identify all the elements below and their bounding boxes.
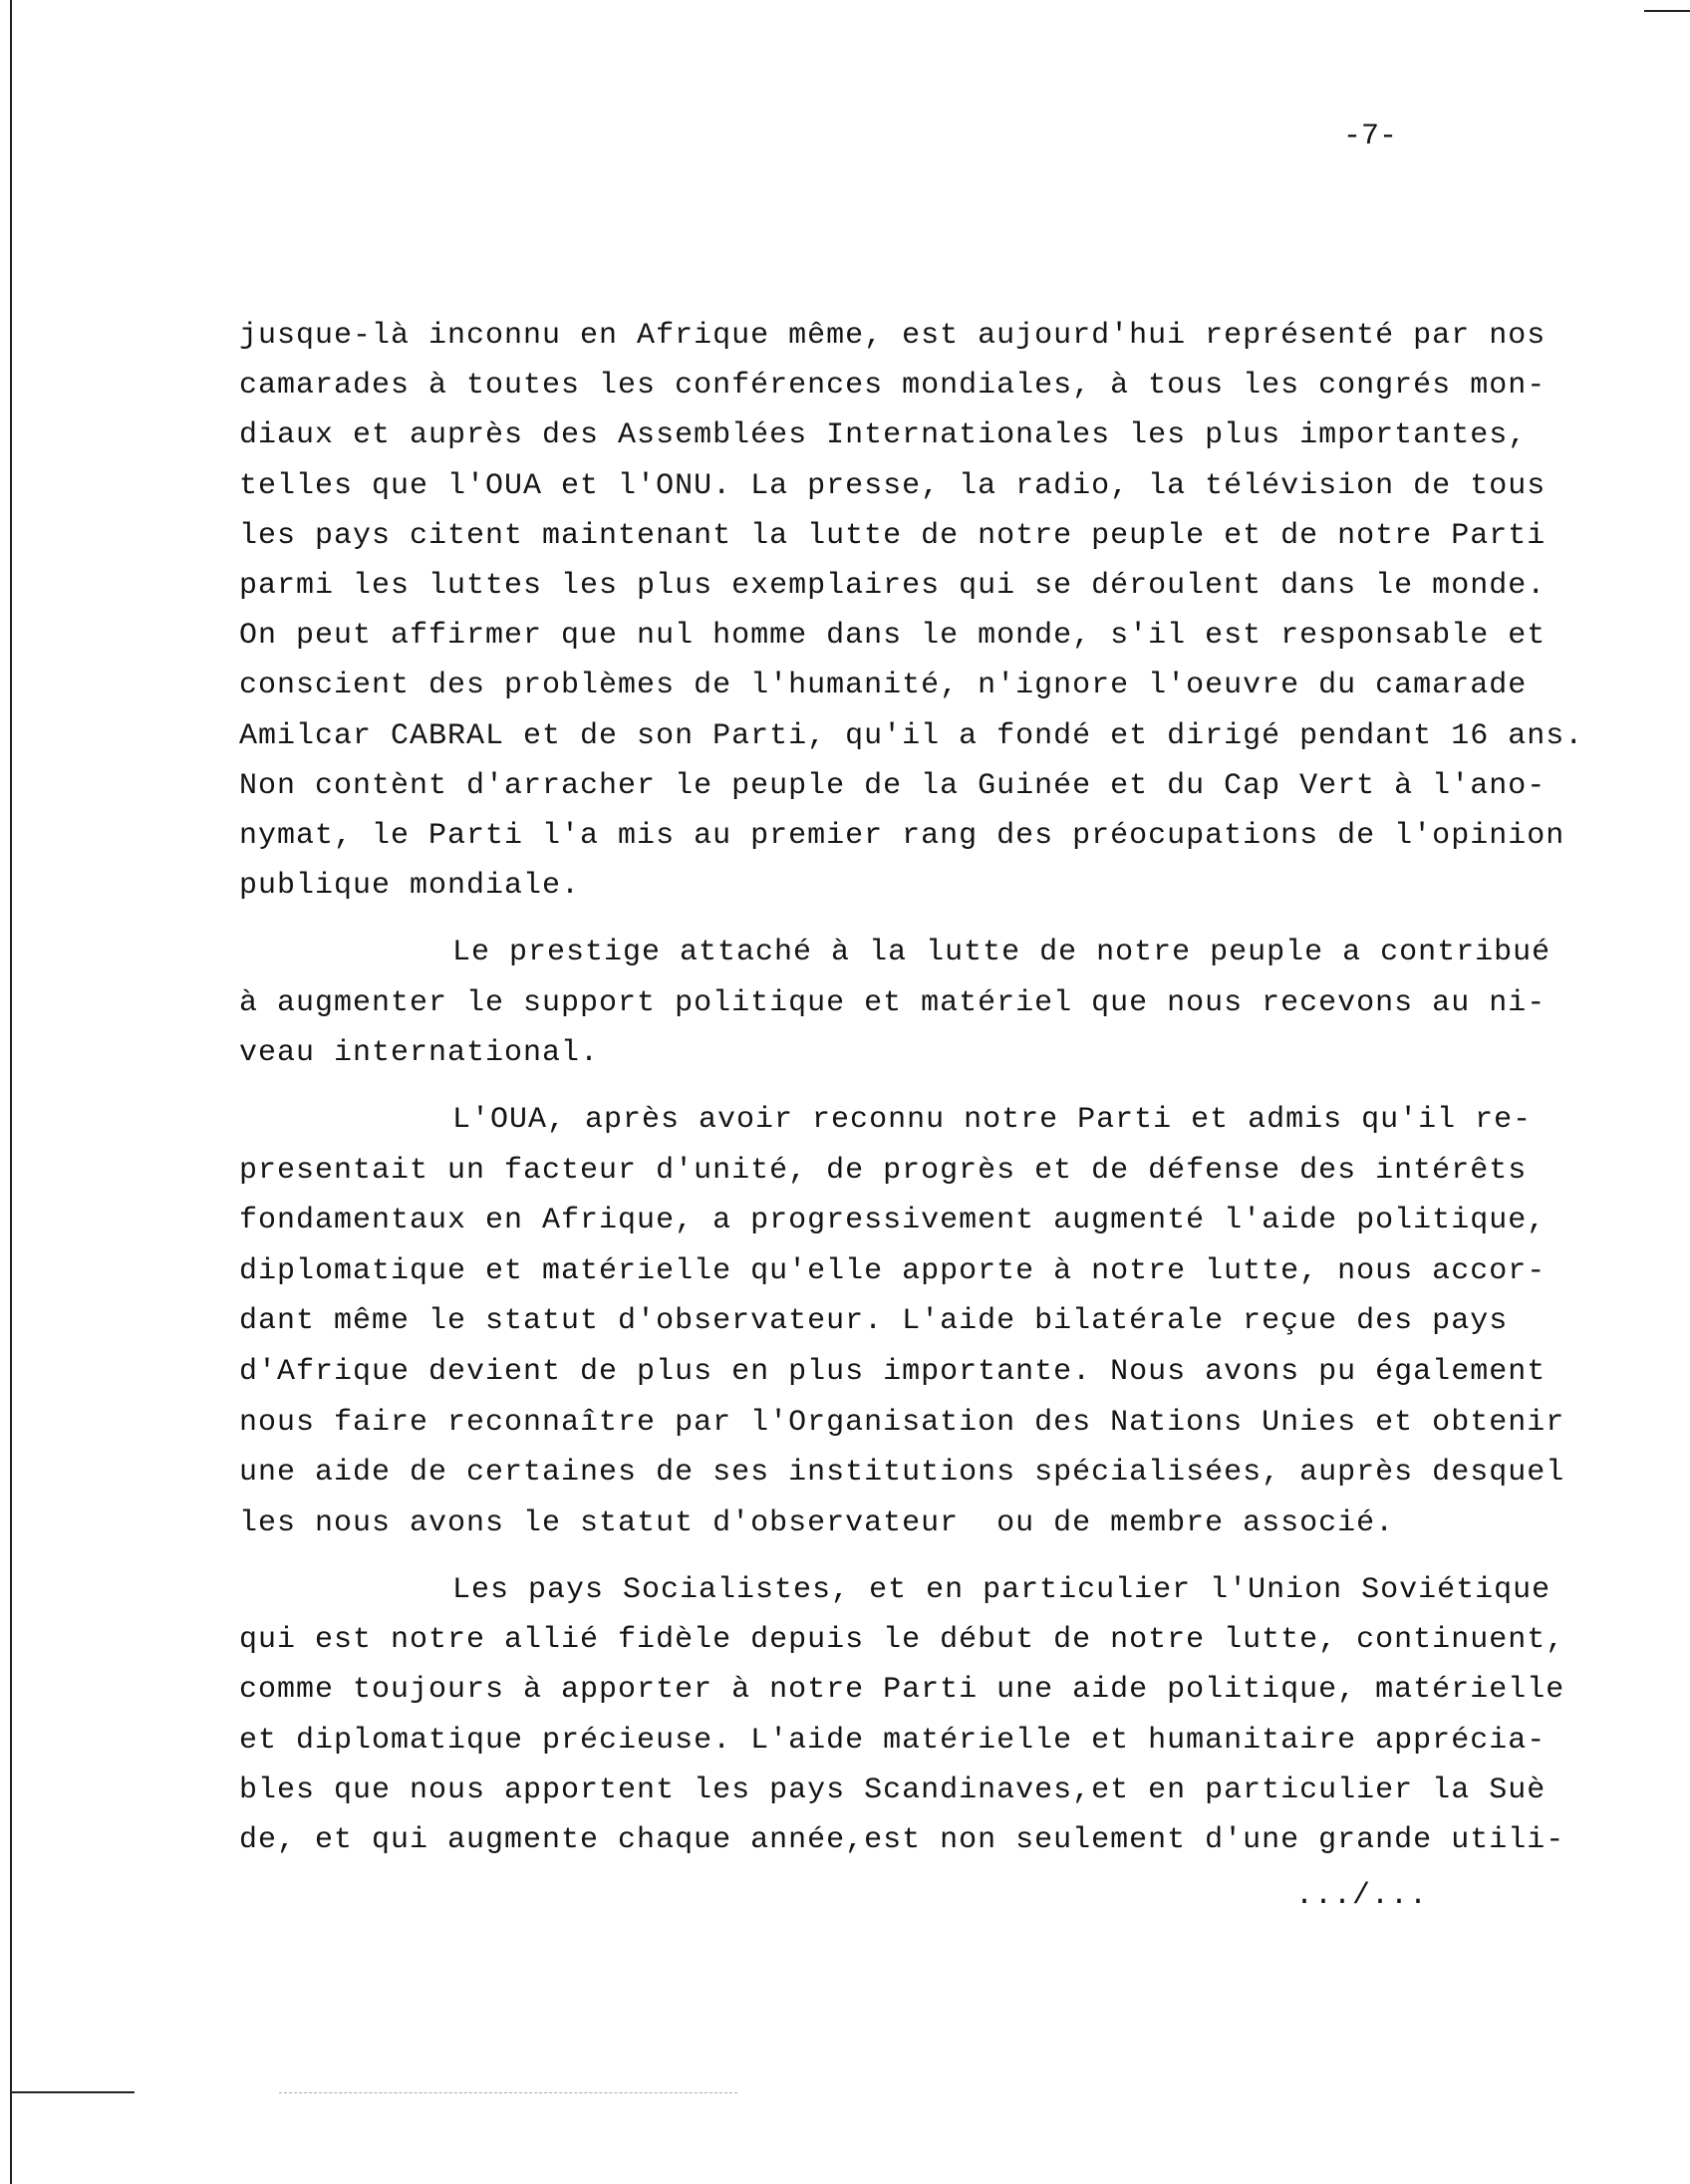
text-line: comme toujours à apporter à notre Parti une aide politique, matérielle [239,1673,1565,1708]
text-line: fondamentaux en Afrique, a progressivement augmenté l'aide politique, [239,1204,1547,1238]
text-line: veau international. [239,1036,600,1070]
text-line: dant même le statut d'observateur. L'aide bilatérale reçue des pays [239,1304,1509,1339]
text-line: conscient des problèmes de l'humanité, n'ignore l'oeuvre du camarade [239,669,1528,703]
text-line: jusque-là inconnu en Afrique même, est aujourd'hui représenté par nos [239,319,1547,353]
text-line: Les pays Socialistes, et en particulier l'Union Soviétique [452,1573,1551,1607]
scan-artifact-line [279,2092,737,2093]
page-edge-left [10,0,12,2184]
text-line: Non contènt d'arracher le peuple de la Guinée et du Cap Vert à l'ano- [239,768,1547,803]
text-line: diplomatique et matérielle qu'elle apporte à notre lutte, nous accor- [239,1253,1547,1288]
text-line: Amilcar CABRAL et de son Parti, qu'il a fondé et dirigé pendant 16 ans. [239,718,1584,753]
text-line: presentait un facteur d'unité, de progrès et de défense des intérêts [239,1153,1528,1188]
text-line: une aide de certaines de ses institutions spécialisées, auprès desquel [239,1456,1565,1491]
page-edge-top [1644,10,1690,12]
text-line: On peut affirmer que nul homme dans le monde, s'il est responsable et [239,619,1547,654]
text-line: de, et qui augmente chaque année,est non seulement d'une grande utili- [239,1823,1565,1857]
text-line: qui est notre allié fidèle depuis le début de notre lutte, continuent, [239,1623,1565,1658]
text-line: bles que nous apportent les pays Scandinaves,et en particulier la Suè [239,1773,1547,1807]
text-line: diaux et auprès des Assemblées Internationales les plus importantes, [239,418,1528,453]
page-number: -7- [1343,120,1398,153]
text-line: camarades à toutes les conférences mondiales, à tous les congrés mon- [239,369,1547,404]
text-line: nymat, le Parti l'a mis au premier rang des préocupations de l'opinion [239,819,1565,853]
text-line: publique mondiale. [239,869,581,904]
page-edge-bottom [10,2091,135,2093]
text-line: d'Afrique devient de plus en plus importante. Nous avons pu également [239,1355,1547,1389]
text-line: nous faire reconnaître par l'Organisation des Nations Unies et obtenir [239,1405,1565,1440]
text-line: L'OUA, après avoir reconnu notre Parti et admis qu'il re- [452,1103,1533,1137]
text-line: Le prestige attaché à la lutte de notre peuple a contribué [452,936,1551,969]
text-line: à augmenter le support politique et matériel que nous recevons au ni- [239,985,1547,1020]
text-line: parmi les luttes les plus exemplaires qui se déroulent dans le monde. [239,569,1547,603]
text-line: les nous avons le statut d'observateur ou de membre associé. [239,1505,1395,1540]
text-line: les pays citent maintenant la lutte de notre peuple et de notre Parti [239,518,1547,553]
text-line: telles que l'OUA et l'ONU. La presse, la radio, la télévision de tous [239,468,1547,503]
text-line: et diplomatique précieuse. L'aide matérielle et humanitaire apprécia- [239,1723,1547,1758]
continuation-mark: .../... [1295,1879,1429,1913]
